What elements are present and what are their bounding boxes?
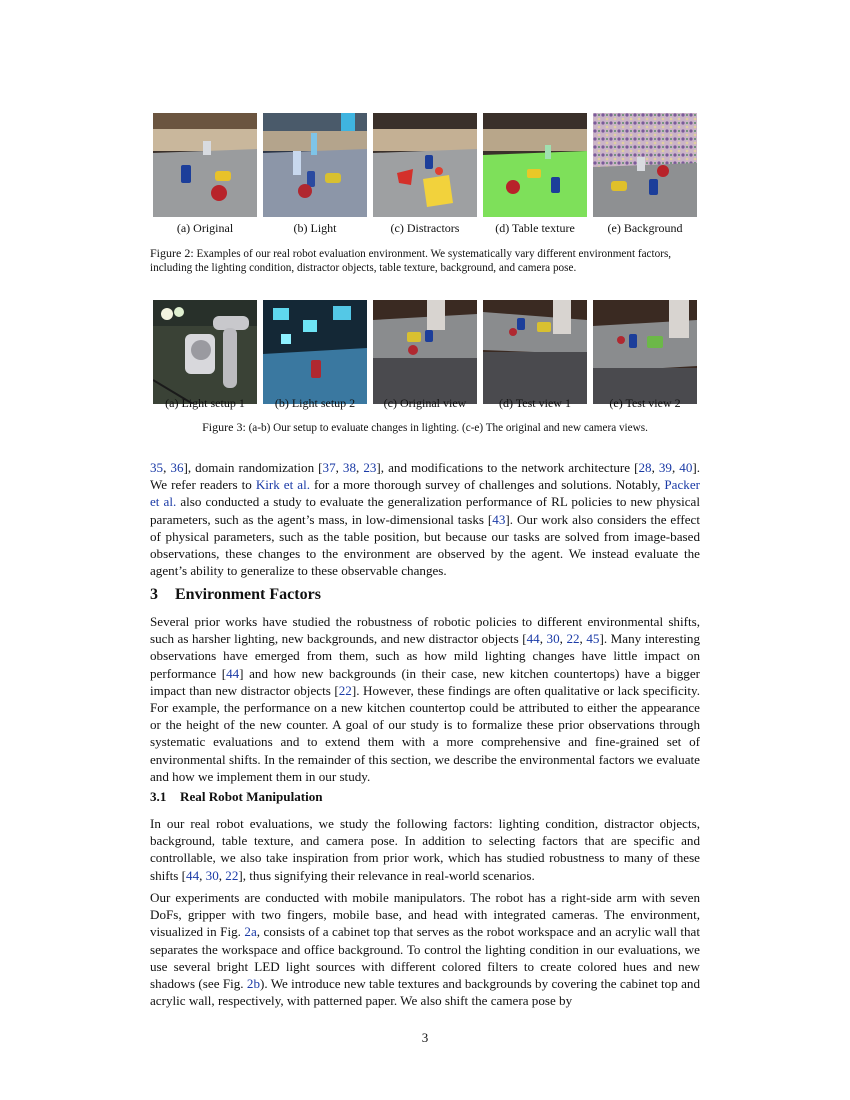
figure-2d bbox=[483, 113, 587, 235]
figure-2 bbox=[150, 113, 700, 235]
photo-background-scene bbox=[593, 113, 697, 217]
citation[interactable]: 44 bbox=[186, 867, 200, 883]
section-number: 3 bbox=[150, 586, 158, 603]
separator: , bbox=[163, 460, 171, 475]
citation[interactable]: 22 bbox=[566, 631, 580, 647]
figure-2b bbox=[263, 113, 367, 235]
citation[interactable]: 45 bbox=[586, 631, 600, 647]
figure-2c-label: (c) Distractors bbox=[390, 221, 460, 235]
text-run: ], and modifications to the network architecture [ bbox=[376, 460, 639, 475]
text-run: also conducted a study to evaluate the generalization performance of RL policies to new physical parameters, such as the agent’s mass, in low-dimensional tasks [ bbox=[150, 494, 700, 527]
subsection-title: Real Robot Manipulation bbox=[180, 789, 323, 804]
text-run: ], thus signifying their relevance in real-world scenarios. bbox=[238, 867, 535, 883]
separator: , bbox=[356, 460, 364, 475]
citation[interactable]: 35 bbox=[150, 460, 164, 475]
figure-3e bbox=[593, 300, 697, 410]
citation[interactable]: 36 bbox=[170, 460, 184, 475]
page-number: 3 bbox=[421, 1030, 429, 1045]
photo-test-view-2 bbox=[593, 300, 697, 404]
citation-kirk[interactable]: Kirk et al. bbox=[255, 477, 310, 493]
figure-3c bbox=[373, 300, 477, 410]
citation[interactable]: 40 bbox=[679, 460, 693, 475]
separator: , bbox=[579, 631, 587, 647]
figure-2a-label: (a) Original bbox=[176, 221, 234, 235]
text-run: ]. We refer readers to bbox=[150, 460, 701, 493]
text-run: ] and how new backgrounds (in their case, new kitchen countertops) have a bigger impact than new distractor objects [ bbox=[150, 665, 701, 698]
figure-3-caption-label: Figure 3: bbox=[202, 420, 246, 434]
subsection-heading bbox=[150, 789, 700, 805]
figure-2-caption-label: Figure 2: bbox=[150, 246, 194, 260]
figure-2d-label: (d) Table texture bbox=[495, 221, 575, 235]
text-run: In our real robot evaluations, we study the following factors: lighting condition, distractor objects, background, table texture, and camera pose. In addition to selecting factors that are specific and controllable, we also take inspiration from prior work, which has studied robustness to many of these shifts [ bbox=[150, 816, 700, 883]
text-run: ]. Our work also considers the effect of physical parameters, such as the table position, but because our tasks are solved from image-based observations, these changes to the environment are observed by the agent. We instead evaluate the agent’s ability to generalize to these observable changes. bbox=[150, 511, 700, 579]
citation[interactable]: 30 bbox=[546, 631, 560, 647]
photo-light-setup-2 bbox=[263, 300, 367, 404]
photo-table-texture-scene bbox=[483, 113, 587, 217]
photo-test-view-1 bbox=[483, 300, 587, 404]
photo-original-view bbox=[373, 300, 477, 404]
citation[interactable]: 22 bbox=[225, 867, 239, 883]
figure-3-caption bbox=[150, 420, 700, 435]
separator: , bbox=[199, 867, 206, 883]
separator: , bbox=[671, 460, 680, 475]
text-run: ]. Many interesting observations have emerged from them, such as how mild lighting changes have little impact on performance [ bbox=[150, 631, 701, 681]
figure-3d-label: (d) Test view 1 bbox=[499, 396, 571, 410]
section-heading bbox=[150, 586, 700, 604]
figure-3b bbox=[263, 300, 367, 410]
citation[interactable]: 28 bbox=[638, 460, 652, 475]
separator: , bbox=[539, 631, 547, 647]
citation[interactable]: 44 bbox=[226, 665, 240, 681]
figure-3d bbox=[483, 300, 587, 410]
photo-original-scene bbox=[153, 113, 257, 217]
figure-3e-label: (e) Test view 2 bbox=[609, 396, 681, 410]
text-run: Several prior works have studied the robustness of robotic policies to different environmental shifts, such as harsher lighting, new backgrounds, and new distractor objects [ bbox=[150, 614, 700, 647]
paragraph-experimental-setup bbox=[150, 889, 700, 1009]
figure-2a bbox=[153, 113, 257, 235]
figure-2-caption bbox=[150, 246, 700, 275]
figure-2-caption-text: Examples of our real robot evaluation environment. We systematically vary different environment factors, including the lighting condition, distractor objects, table texture, background, and camera pose. bbox=[150, 248, 672, 274]
figure-3a bbox=[153, 300, 257, 410]
separator: , bbox=[218, 867, 226, 883]
text-run: for a more thorough survey of challenges and solutions. Notably, bbox=[309, 477, 665, 493]
figure-3b-label: (b) Light setup 2 bbox=[274, 396, 356, 410]
figure-3-caption-text: (a-b) Our setup to evaluate changes in lighting. (c-e) The original and new camera views. bbox=[248, 422, 648, 434]
subsection-number: 3.1 bbox=[150, 789, 167, 804]
photo-light-scene bbox=[263, 113, 367, 217]
citation[interactable]: 22 bbox=[338, 682, 352, 698]
text-run: ). We introduce new table textures and backgrounds by covering the cabinet top and acrylic wall, respectively, with patterned paper. We also shift the camera pose by bbox=[150, 976, 700, 1009]
separator: , bbox=[335, 460, 343, 475]
text-run: ]. However, these findings are often qualitative or lack specificity. For example, the performance on a new kitchen countertop could be attributed to either the appearance or the height of the new counter. A goal of our study is to formalize these prior observations through systematic evaluations and to extend them with a more comprehensive and fine-grained set of environmental shifts. In the remainder of this section, we describe the environmental factors we evaluate and how we implement them in our study. bbox=[150, 682, 700, 784]
separator: , bbox=[559, 631, 567, 647]
figure-reference-2a[interactable]: 2a bbox=[244, 924, 257, 940]
section-title: Environment Factors bbox=[175, 586, 321, 603]
figure-2e bbox=[593, 113, 697, 235]
citation[interactable]: 44 bbox=[526, 631, 540, 647]
photo-distractors-scene bbox=[373, 113, 477, 217]
figure-3 bbox=[150, 300, 700, 408]
text-run: ], domain randomization [ bbox=[183, 460, 323, 475]
paragraph-environment-factors bbox=[150, 613, 700, 785]
citation[interactable]: 38 bbox=[342, 460, 357, 475]
figure-reference-2b[interactable]: 2b bbox=[246, 976, 260, 992]
paragraph-related-work bbox=[150, 459, 700, 579]
photo-light-setup-1 bbox=[153, 300, 257, 404]
citation[interactable]: 23 bbox=[363, 460, 377, 475]
figure-3a-label: (a) Light setup 1 bbox=[165, 396, 245, 410]
citation-packer[interactable]: Packer et al. bbox=[150, 477, 700, 510]
figure-2c bbox=[373, 113, 477, 235]
citation[interactable]: 30 bbox=[205, 867, 219, 883]
figure-2b-label: (b) Light bbox=[293, 221, 337, 235]
figure-2e-label: (e) Background bbox=[607, 221, 683, 235]
citation[interactable]: 37 bbox=[322, 460, 336, 475]
paragraph-real-robot-factors bbox=[150, 815, 700, 884]
text-run: Our experiments are conducted with mobile manipulators. The robot has a right-side arm with seven DoFs, gripper with two fingers, mobile base, and head with integrated cameras. The environment, visualized in Fig. bbox=[150, 890, 700, 940]
citation[interactable]: 39 bbox=[658, 460, 672, 475]
figure-3c-label: (c) Original view bbox=[383, 396, 467, 410]
separator: , bbox=[651, 460, 659, 475]
citation[interactable]: 43 bbox=[492, 511, 506, 527]
text-run: , consists of a cabinet top that serves as the robot workspace and an acrylic wall that separates the workspace and office background. To control the lighting condition in our evaluations, we use several bright LED light sources with different colored filters to create colored hues and new shadows (see Fig. bbox=[150, 924, 700, 992]
